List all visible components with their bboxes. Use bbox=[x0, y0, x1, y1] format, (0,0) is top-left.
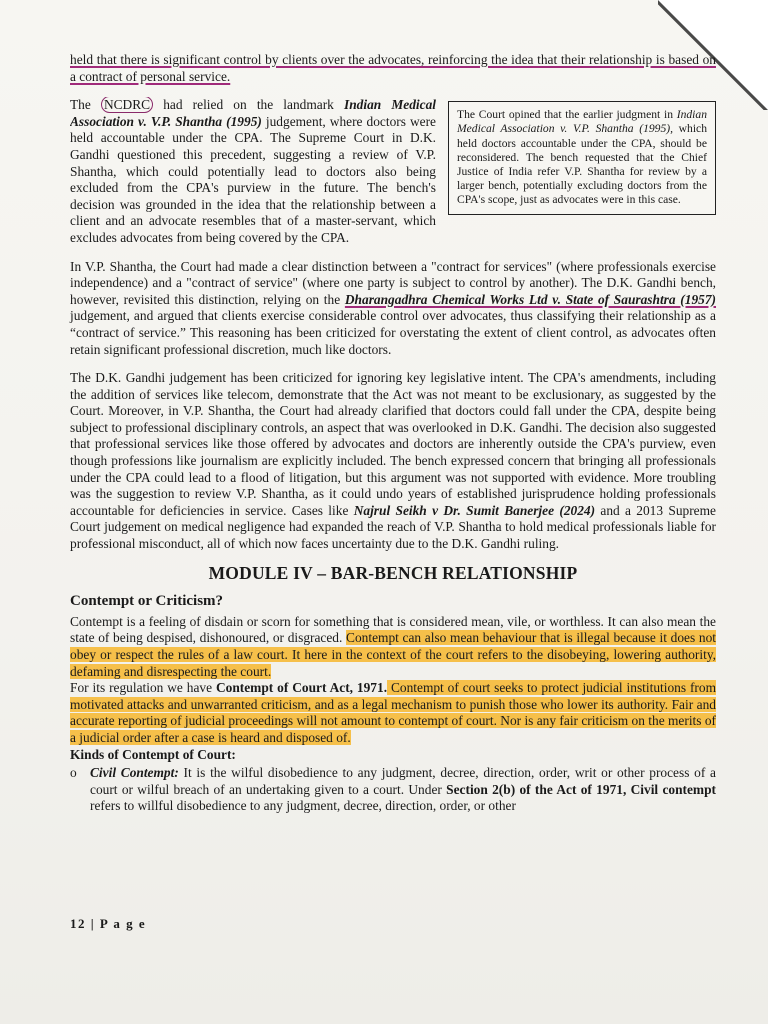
paragraph-contempt-definition bbox=[70, 614, 716, 680]
paragraph-text: For its regulation we have bbox=[70, 680, 216, 696]
term-label: Civil Contempt: bbox=[90, 765, 179, 781]
paragraph-vp-shantha bbox=[70, 259, 716, 359]
kinds-heading: Kinds of Contempt of Court: bbox=[70, 746, 236, 762]
paragraph-text: Contempt is a feeling of disdain or scorn for something that is considered mean, vile, or worthless. It can also mean the state of being despised, dishonoured, or disgraced. bbox=[70, 613, 716, 646]
circled-term: NCDRC bbox=[101, 97, 153, 113]
highlighted-text: Contempt can also mean behaviour that is illegal because it does not obey or respect the rules of a law court. It here in the context of the court refers to the disobeying, lowering authority, defaming and disrespecting the court. bbox=[70, 630, 717, 679]
paragraph-criticism bbox=[70, 370, 716, 553]
paragraph-text: and a 2013 Supreme Court judgement on medical negligence had expanded the reach of V.P. Shantha to hold medical professionals liable for professional misconduct, all of which now faces uncertainty due to the D.K. Gandhi ruling. bbox=[70, 502, 716, 552]
paragraph-text: The bbox=[70, 97, 101, 113]
paragraph-continuation bbox=[70, 52, 716, 85]
paragraph-text: had relied on the landmark bbox=[153, 97, 345, 113]
list-item-text bbox=[90, 765, 716, 815]
paragraph-text: refers to willful disobedience to any judgment, decree, direction, order, or other bbox=[90, 798, 516, 814]
act-name: Contempt of Court Act, 1971. bbox=[215, 680, 388, 696]
ncdrc-section bbox=[70, 97, 716, 258]
paragraph-contempt-act bbox=[70, 680, 716, 746]
list-item-civil-contempt bbox=[70, 765, 716, 815]
sidebar-note-box bbox=[448, 101, 716, 214]
module-heading: MODULE IV – BAR-BENCH RELATIONSHIP bbox=[208, 562, 578, 583]
highlighted-text: Contempt of court seeks to protect judicial institutions from motivated attacks and unwarranted criticism, and as a legal mechanism to punish those who lower its authority. Fair and accurate reporting of judicial proceedings will not amount to contempt of court. Nor is any fair criticism on the merits of a judicial order after a case is heard and disposed of. bbox=[70, 680, 716, 745]
case-citation: Dharangadhra Chemical Works Ltd v. State of Saurashtra (1957) bbox=[344, 291, 716, 307]
paragraph-text: judgement, and argued that clients exercise considerable control over advocates, thus classifying their relationship as a “contract of service.” This reasoning has been criticized for overstating the extent of client control, as advocates often retain significant professional discretion, much like doctors. bbox=[70, 308, 716, 357]
bullet-icon: o bbox=[70, 765, 77, 781]
paragraph-text: held that there is significant control by clients over the advocates, reinforcing the idea that their relationship is based on a contract of personal service. bbox=[70, 52, 716, 84]
sidebar-note-text-rest: which held doctors accountable under the CPA, should be reconsidered. The bench requested that the Chief Justice of India refer V.P. Shantha for review by a larger bench, potentially excluding doctors from the CPA's scope, just as advocates were in this case. bbox=[457, 122, 708, 207]
sidebar-note-text: The Court opined that the earlier judgment in bbox=[457, 108, 677, 122]
section-reference: Section 2(b) of the Act of 1971, Civil contempt bbox=[446, 781, 716, 797]
paragraph-text: In V.P. Shantha, the Court had made a clear distinction between a "contract for services" (where professionals exercise independence) and a "contract of service" (where one party is subject to control by another). The D.K. Gandhi bench, however, revisited this distinction, relying on the bbox=[70, 258, 716, 307]
section-heading: Contempt or Criticism? bbox=[70, 593, 224, 610]
page-number: 12 | P a g e bbox=[70, 916, 147, 931]
case-citation: Najrul Seikh v Dr. Sumit Banerjee (2024) bbox=[353, 502, 596, 518]
page-content bbox=[70, 52, 716, 815]
case-citation: Indian Medical Association v. V.P. Shantha (1995) bbox=[70, 97, 436, 129]
paragraph-text: It is the wilful disobedience to any judgment, decree, direction, order, writ or other process of a court or wilful breach of an undertaking given to a court. Under bbox=[90, 765, 716, 797]
sidebar-note-case: Indian Medical Association v. V.P. Shantha (1995), bbox=[457, 108, 707, 136]
paragraph-text: judgement, where doctors were held accountable under the CPA. The Supreme Court in D.K. Gandhi questioned this precedent, suggesting a review of V.P. Shantha, which could potentially lead to doctors also being excluded from the CPA's purview in the future. The bench's decision was grounded in the idea that the relationship between a client and an advocate resembles that of a master-servant, which excludes advocates from being covered by the CPA. bbox=[70, 113, 436, 245]
paragraph-text: The D.K. Gandhi judgement has been criticized for ignoring key legislative intent. The CPA's amendments, including the addition of services like telecom, demonstrate that the Act was not meant to be exclusionary, as suggested by the Court. Moreover, in V.P. Shantha, the Court had already clarified that doctors could fall under the CPA, despite being subject to professional disciplinary controls, an aspect that was overlooked in D.K. Gandhi. The decision also suggested that professional services like those offered by advocates and doctors are inherently outside the CPA's purview, even though professions like journalism are explicitly included. The bench expressed concern that bringing all professionals under the CPA could lead to a flood of litigation, but this argument was not supported with evidence. More troubling was the suggestion to review V.P. Shantha, as it could undo years of established jurisprudence holding professionals accountable for deficiencies in service. Cases like bbox=[70, 370, 716, 518]
